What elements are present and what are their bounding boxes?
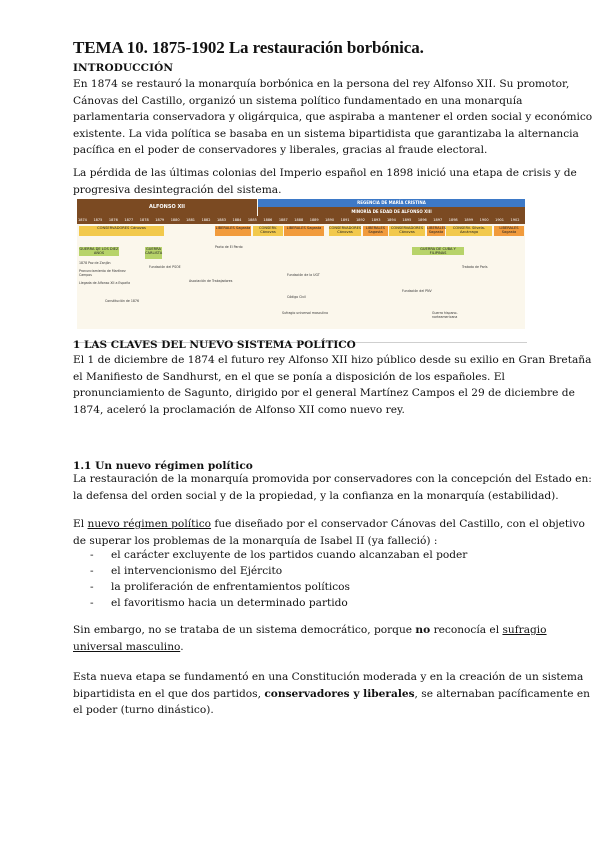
event-label: 1878 Paz de Zanjón <box>79 261 111 265</box>
text-run: Sin embargo, no se trataba de un sistema democrático, porque <box>73 624 416 636</box>
text-run: bipartidista en el que dos partidos, <box>73 687 265 700</box>
gov-block: LIBERALES Sagasta <box>363 226 388 236</box>
gov-block: CONSERVADORES Cánovas <box>329 226 362 235</box>
event-label: Pronunciamiento de Martínez Campos <box>79 269 126 277</box>
intro-paragraph-2 <box>73 165 577 198</box>
text-run: reconocía el <box>430 624 503 636</box>
timeline-year-label: 1874 <box>78 218 87 222</box>
page-title: TEMA 10. 1875-1902 La restauración borbónica. <box>73 38 424 57</box>
timeline-year-label: 1898 <box>448 218 458 222</box>
text-line: 1874, aceleró la proclamación de Alfonso XII como nuevo rey. <box>73 403 405 416</box>
gov-block: LIBERALES Sagasta <box>494 226 524 236</box>
timeline-year-label: 1877 <box>124 218 134 222</box>
text-run: . <box>180 640 184 653</box>
timeline-year-label: 1876 <box>108 218 118 222</box>
timeline-year-label: 1878 <box>139 218 149 222</box>
text-line: progresiva desintegración del sistema. <box>73 183 282 196</box>
timeline-year-label: 1879 <box>155 218 165 222</box>
text-line <box>73 686 590 703</box>
text-line: de superar los problemas de la monarquía de Isabel II (ya falleció) : <box>73 534 438 547</box>
timeline-year-label: 1900 <box>479 218 489 222</box>
event-war-block: GUERRA DE LOS DIEZ AÑOS <box>79 247 119 256</box>
timeline-year-label: 1892 <box>356 218 365 222</box>
gov-block: CONSERVADORES Cánovas <box>390 226 424 235</box>
text-line: La restauración de la monarquía promovida por conservadores con la concepción del Estado en: <box>73 473 592 485</box>
event-label: Asociación de Trabajadores <box>189 279 233 283</box>
event-label: Guerra hispano-norteamericana <box>432 311 458 319</box>
section-1-1-heading: 1.1 Un nuevo régimen político <box>73 460 253 472</box>
timeline-header-regencia: REGENCIA DE MARÍA CRISTINA <box>258 199 525 207</box>
section-1-heading: 1 LAS CLAVES DEL NUEVO SISTEMA POLÍTICO <box>73 339 356 351</box>
timeline-year-label: 1894 <box>386 218 396 222</box>
timeline-year-label: 1884 <box>232 218 242 222</box>
section-1-1-paragraph-2 <box>73 516 585 549</box>
section-1-1-paragraph-4 <box>73 669 590 719</box>
gov-block: LIBERALES Sagasta <box>284 226 324 236</box>
text-line <box>73 516 585 533</box>
gov-block: LIBERALES Sagasta <box>215 226 251 236</box>
timeline-year-label: 1893 <box>371 218 381 222</box>
intro-heading: INTRODUCCIÓN <box>73 62 174 74</box>
timeline-year-label: 1883 <box>217 218 226 222</box>
event-label: Código Civil <box>287 295 306 299</box>
timeline-year-label: 1885 <box>247 218 257 222</box>
event-war-block: GUERRA DE CUBA Y FILIPINAS <box>412 247 464 255</box>
section-1-paragraph-1 <box>73 352 592 418</box>
text-line: el poder (turno dinástico). <box>73 704 214 716</box>
event-label: Llegada de Alfonso XII a España <box>79 281 131 285</box>
gov-block: CONSERV. Silvela-Azcárraga <box>446 226 492 236</box>
timeline-year-label: 1890 <box>325 218 335 222</box>
text-line: parlamentaria conservadora y oligárquica, que aspiraba a mantener el orden social y económico <box>73 111 593 123</box>
text-line: La pérdida de las últimas colonias del Imperio español en 1898 inició una etapa de crisis y de <box>73 167 577 179</box>
text-line: la defensa del orden social y de la propiedad, y la confianza en la monarquía (estabilidad). <box>73 489 559 502</box>
timeline-year-label: 1899 <box>464 218 474 222</box>
event-label: Constitución de 1876 <box>105 299 139 303</box>
event-label: Pacto de El Pardo <box>215 245 243 249</box>
event-label: Sufragio universal masculino <box>282 311 329 315</box>
text-run: , se alternaban pacíficamente en <box>414 687 590 700</box>
timeline-year-label: 1888 <box>294 218 304 222</box>
timeline-year-label: 1895 <box>402 218 412 222</box>
event-war-block: GUERRA CARLISTA <box>145 247 162 259</box>
text-line: En 1874 se restauró la monarquía borbónica en la persona del rey Alfonso XII. Su promotor, <box>73 78 570 90</box>
bold-term: no <box>415 624 431 636</box>
timeline-year-label: 1891 <box>340 218 350 222</box>
text-line: el Manifiesto de Sandhurst, en el que se ponía a disposición de los españoles. El <box>73 370 505 383</box>
text-line: pacífica en el poder de conservadores y liberales, gracias al fraude electoral. <box>73 144 488 156</box>
bold-term: conservadores y liberales <box>264 687 415 700</box>
text-line: Esta nueva etapa se fundamentó en una Constitución moderada y en la creación de un sistema <box>73 671 584 683</box>
intro-paragraph-1 <box>73 76 593 159</box>
text-line: pronunciamiento de Sagunto, dirigido por el general Martínez Campos el 29 de diciembre de <box>73 387 575 399</box>
text-line: El 1 de diciembre de 1874 el futuro rey Alfonso XII hizo público desde su exilio en Gran Bretaña <box>73 354 592 366</box>
restauracion-timeline-figure <box>77 199 525 329</box>
timeline-year-label: 1882 <box>201 218 211 222</box>
text-line <box>73 639 529 656</box>
gov-block: CONSERVADORES Cánovas <box>79 226 164 236</box>
list-item: - el intervencionismo del Ejército <box>90 563 467 579</box>
text-line: existente. La vida política se basaba en un sistema bipartidista que garantizaba la alternancia <box>73 127 579 140</box>
text-run: El <box>73 518 88 530</box>
section-1-1-paragraph-3 <box>73 622 547 655</box>
timeline-year-label: 1896 <box>417 218 427 222</box>
section-1-1-paragraph-1 <box>73 471 592 504</box>
timeline-header-alfonso: ALFONSO XII <box>77 199 257 216</box>
list-item: - el favoritismo hacia un determinado partido <box>90 595 467 611</box>
timeline-year-label: 1886 <box>263 218 273 222</box>
timeline-year-label: 1887 <box>278 218 288 222</box>
event-label: Tratado de París <box>462 265 488 269</box>
timeline-year-label: 1881 <box>186 218 196 222</box>
list-item: - el carácter excluyente de los partidos cuando alcanzaban el poder <box>90 547 467 563</box>
timeline-year-label: 1875 <box>93 218 103 222</box>
timeline-year-label: 1880 <box>170 218 180 222</box>
timeline-year-label: 1889 <box>309 218 319 222</box>
timeline-year-label: 1902 <box>510 218 520 222</box>
timeline-header-minoria: MINORÍA DE EDAD DE ALFONSO XIII <box>258 207 525 216</box>
problems-list <box>90 547 467 611</box>
text-line <box>73 622 547 639</box>
underlined-term: nuevo régimen político <box>87 518 212 530</box>
event-label: Fundación del PSOE <box>149 265 181 269</box>
event-label: Fundación del PNV <box>402 289 432 293</box>
timeline-year-strip <box>77 216 525 224</box>
text-line: Cánovas del Castillo, organizó un sistema político fundamentado en una monarquía <box>73 94 523 107</box>
gov-block: LIBERALES Sagasta <box>427 226 447 235</box>
timeline-year-label: 1897 <box>433 218 443 222</box>
list-item: - la proliferación de enfrentamientos políticos <box>90 579 467 595</box>
text-run: fue diseñado por el conservador Cánovas del Castillo, con el objetivo <box>211 518 585 530</box>
underlined-term: universal masculino <box>73 640 181 653</box>
event-label: Fundación de la UGT <box>287 273 320 277</box>
gov-block: CONSERV. Cánovas <box>253 226 283 236</box>
timeline-year-label: 1901 <box>495 218 505 222</box>
underlined-term: sufragio <box>502 624 547 636</box>
